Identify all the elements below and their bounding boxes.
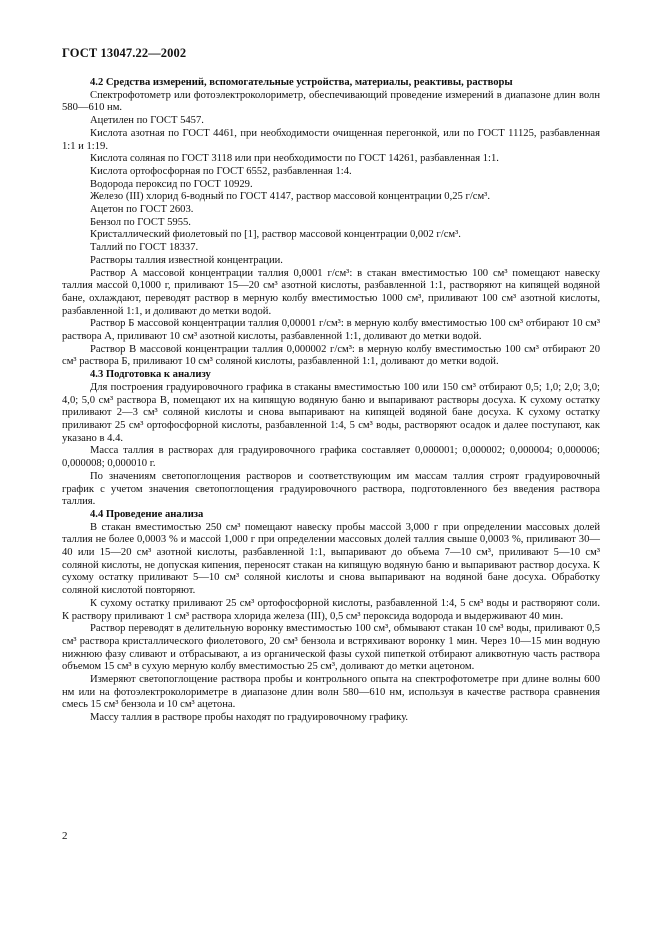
- paragraph: Таллий по ГОСТ 18337.: [90, 242, 199, 254]
- paragraph: Измеряют светопоглощение раствора пробы и контрольного опыта на спектрофотометре при длине волны 600 нм или на фотоэлектроколориметре в диапазоне длин волн 580—610 нм, используя в качестве раствора сравнения смесь 15 см³ бензола и 10 см³ ацетона.: [62, 674, 600, 711]
- paragraph: Раствор В массовой концентрации таллия 0,000002 г/см³: в мерную колбу вместимостью 100 см³ отбирают 20 см³ раствора Б, приливают 10 см³ соляной кислоты, разбавленной 1:1, доливают до метки водой.: [62, 343, 600, 368]
- paragraph: Раствор Б массовой концентрации таллия 0,00001 г/см³: в мерную колбу вместимостью 100 см³ отбирают 10 см³ раствора А, приливают 10 см³ азотной кислоты, разбавленной 1:1, доливают до метки водой.: [62, 318, 600, 343]
- section-heading: 4.2 Средства измерений, вспомогательные устройства, материалы, реактивы, растворы: [90, 77, 513, 88]
- paragraph: Раствор А массовой концентрации таллия 0,0001 г/см³: в стакан вместимостью 100 см³ помещают навеску таллия массой 0,1000 г, приливают 15—20 см³ азотной кислоты, разбавленной 1:1, растворяют на кипящей водяной бане, охлаждают, переводят раствор в мерную колбу вместимостью 1000 см³, приливают 100 см³ азотной кислоты, разбавленной 1:1, и доливают до метки водой.: [62, 267, 600, 317]
- page-number: 2: [62, 830, 68, 842]
- paragraph: По значениям светопоглощения растворов и соответствующим им массам таллия строят градуировочный график с учетом значения светопоглощения градуировочного раствора, подготовленного без введения раствора таллия.: [62, 470, 600, 508]
- paragraph: Ацетон по ГОСТ 2603.: [90, 204, 194, 216]
- paragraph: Спектрофотометр или фотоэлектроколориметр, обеспечивающий проведение измерений в диапазоне длин волн 580—610 нм.: [62, 89, 600, 114]
- paragraph: Раствор переводят в делительную воронку вместимостью 100 см³, обмывают стакан 10 см³ воды, приливают 0,5 см³ раствора кристаллического фиолетового, 20 см³ бензола и встряхивают воронку 1 мин. Через 10—15 мин водную нижнюю фазу сливают и отбрасывают, а из органической фазы сухой пипеткой отбирают аликвотную часть раствора объемом 15 см³ в сухую мерную колбу вместимостью 25 см³, доливают до метки ацетоном.: [62, 623, 600, 673]
- paragraph: Кристаллический фиолетовый по [1], раствор массовой концентрации 0,002 г/см³.: [90, 229, 461, 241]
- paragraph: Кислота ортофосфорная по ГОСТ 6552, разбавленная 1:4.: [90, 165, 352, 177]
- paragraph: Для построения градуировочного графика в стаканы вместимостью 100 или 150 см³ отбирают 0,5; 1,0; 2,0; 3,0; 4,0; 5,0 см³ раствора В, помещают их на кипящую водяную баню и выпаривают растворы досуха. К сухому остатку приливают 2—3 см³ соляной кислоты и снова выпаривают на кипящей водяной бане досуха. К сухому остатку приливают 25 см³ ортофосфорной кислоты, разбавленной 1:4, 5 см³ воды, растворяют осадок и далее поступают, как указано в 4.4.: [62, 381, 600, 444]
- paragraph: Водорода пероксид по ГОСТ 10929.: [90, 178, 253, 190]
- paragraph: Масса таллия в растворах для градуировочного графика составляет 0,000001; 0,000002; 0,000004; 0,000006; 0,000008; 0,000010 г.: [62, 445, 600, 470]
- document-header: ГОСТ 13047.22—2002: [62, 46, 187, 60]
- paragraph: Бензол по ГОСТ 5955.: [90, 216, 191, 228]
- section-heading: 4.3 Подготовка к анализу: [90, 369, 211, 381]
- paragraph: Ацетилен по ГОСТ 5457.: [90, 115, 204, 127]
- document-body: [62, 77, 600, 725]
- paragraph: В стакан вместимостью 250 см³ помещают навеску пробы массой 3,000 г при определении массовых долей таллия не более 0,0003 % и массой 1,000 г при определении массовых долей таллия свыше 0,0003 %, приливают 30—40 или 15—20 см³ азотной кислоты, разбавленной 1:1, выпаривают до объема 7—10 см³, приливают 5—10 см³ соляной кислоты, не допуская кипения, переносят стакан на кипящую водяную баню и выпаривают раствор досуха. К сухому остатку приливают 5—10 см³ соляной кислоты и снова выпаривают на водяной бане досуха. Обработку соляной кислотой повторяют.: [62, 521, 600, 597]
- paragraph: Массу таллия в растворе пробы находят по градуировочному графику.: [90, 712, 409, 724]
- paragraph: К сухому остатку приливают 25 см³ ортофосфорной кислоты, разбавленной 1:4, 5 см³ воды и растворяют соли. К раствору приливают 1 см³ раствора хлорида железа (III), 0,5 см³ пероксида водорода и выдерживают 40 мин.: [62, 597, 600, 622]
- section-heading: 4.4 Проведение анализа: [90, 508, 204, 520]
- paragraph: Железо (III) хлорид 6-водный по ГОСТ 4147, раствор массовой концентрации 0,25 г/см³.: [90, 191, 490, 203]
- paragraph: Растворы таллия известной концентрации.: [90, 254, 283, 266]
- paragraph: Кислота соляная по ГОСТ 3118 или при необходимости по ГОСТ 14261, разбавленная 1:1.: [90, 153, 499, 165]
- paragraph: Кислота азотная по ГОСТ 4461, при необходимости очищенная перегонкой, или по ГОСТ 11125, разбавленная 1:1 и 1:19.: [62, 127, 600, 152]
